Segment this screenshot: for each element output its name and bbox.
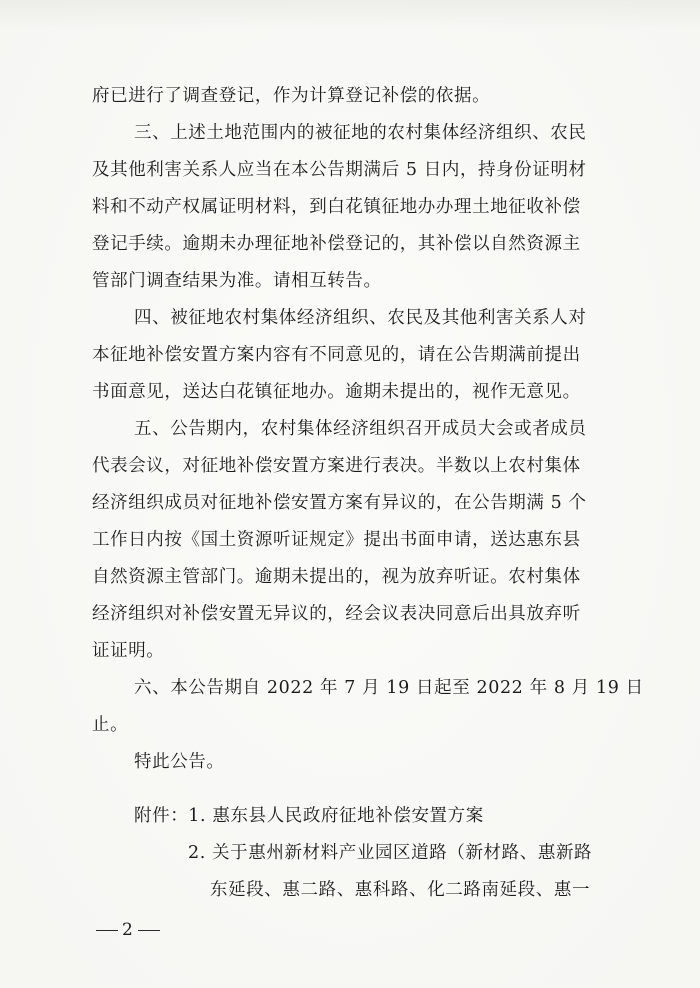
text-line: 工作日内按《国土资源听证规定》提出书面申请，送达惠东县 — [92, 530, 581, 550]
attachment-line: 附件：1. 惠东县人民政府征地补偿安置方案 — [134, 806, 484, 826]
text-line: 证证明。 — [92, 641, 165, 661]
text-line: 管部门调查结果为准。请相互转告。 — [92, 271, 382, 291]
page-number — [92, 920, 164, 940]
text-line: 书面意见，送达白花镇征地办。逾期未提出的，视作无意见。 — [92, 382, 581, 402]
closing-line: 特此公告。 — [134, 752, 225, 772]
text-line: 经济组织成员对征地补偿安置方案有异议的，在公告期满 5 个 — [92, 493, 587, 513]
text-line: 府已进行了调查登记，作为计算登记补偿的依据。 — [92, 86, 491, 106]
text-line: 止。 — [92, 715, 129, 735]
text-line: 四、被征地农村集体经济组织、农民及其他利害关系人对 — [134, 308, 587, 328]
attachment-line: 东延段、惠二路、惠科路、化二路南延段、惠一 — [210, 880, 591, 900]
text-line: 五、公告期内，农村集体经济组织召开成员大会或者成员 — [134, 419, 587, 439]
text-line: 经济组织对补偿安置无异议的，经会议表决同意后出具放弃听 — [92, 604, 581, 624]
page-number-value: 2 — [122, 920, 134, 940]
page-number-dash-right — [138, 930, 160, 931]
text-line: 三、上述土地范围内的被征地的农村集体经济组织、农民 — [134, 123, 587, 143]
text-line: 代表会议，对征地补偿安置方案进行表决。半数以上农村集体 — [92, 456, 581, 476]
text-line: 及其他利害关系人应当在本公告期满后 5 日内，持身份证明材 — [92, 160, 587, 180]
text-line: 六、本公告期自 2022 年 7 月 19 日起至 2022 年 8 月 19 日 — [134, 678, 644, 698]
text-line: 本征地补偿安置方案内容有不同意见的，请在公告期满前提出 — [92, 345, 581, 365]
scan-shadow — [0, 0, 700, 30]
page-number-dash-left — [96, 930, 118, 931]
text-line: 料和不动产权属证明材料，到白花镇征地办办理土地征收补偿 — [92, 197, 581, 217]
text-line: 自然资源主管部门。逾期未提出的，视为放弃听证。农村集体 — [92, 567, 581, 587]
attachment-line: 2. 关于惠州新材料产业园区道路（新材路、惠新路 — [188, 843, 593, 863]
text-line: 登记手续。逾期未办理征地补偿登记的，其补偿以自然资源主 — [92, 234, 581, 254]
